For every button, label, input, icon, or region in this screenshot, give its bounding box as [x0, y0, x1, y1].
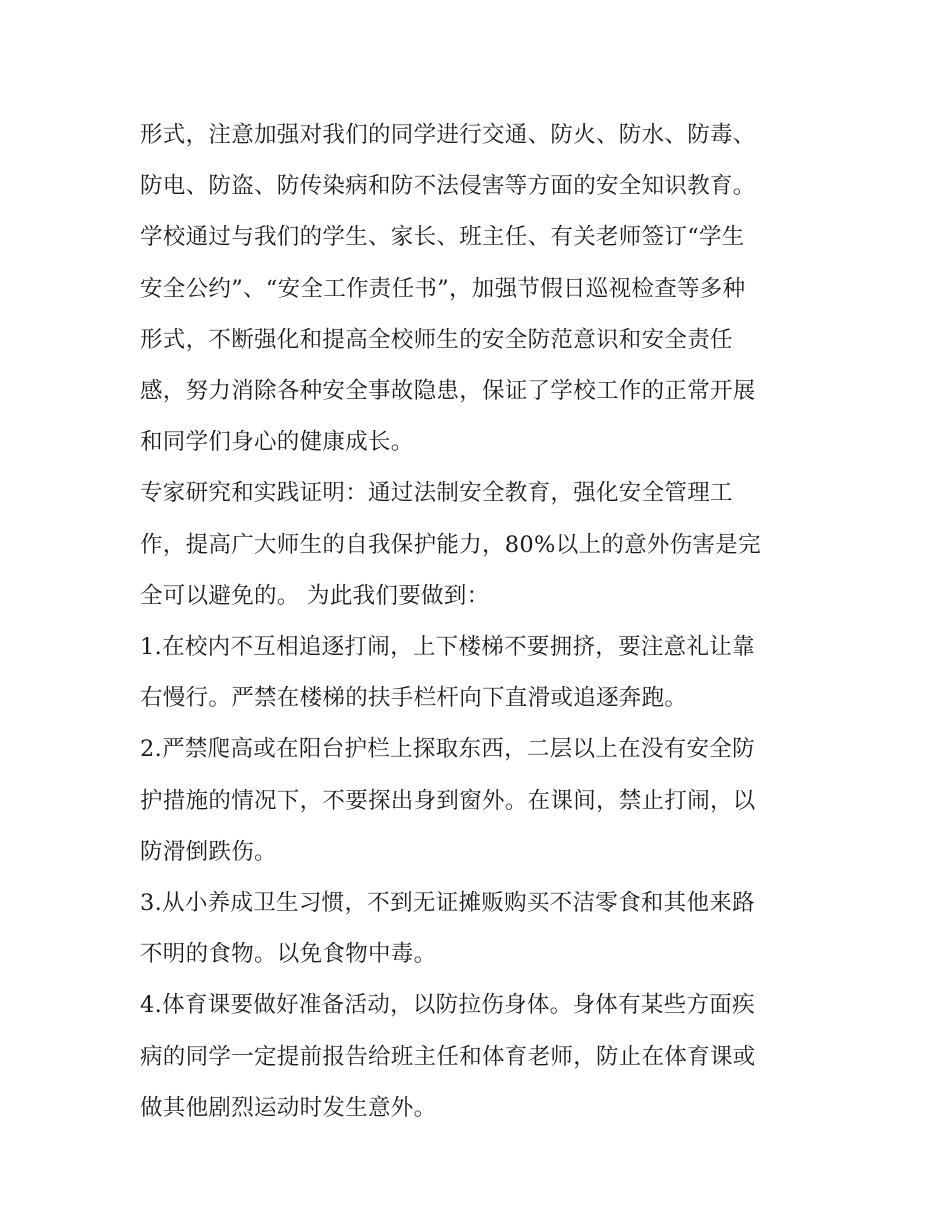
- text-line: 学校通过与我们的学生、家长、班主任、有关老师签订“学生: [140, 224, 745, 251]
- text-line: 不明的食物。以免食物中毒。: [140, 941, 437, 968]
- list-item-1: [140, 622, 812, 724]
- text-line: 作，提高广大师生的自我保护能力，80%以上的意外伤害是完: [140, 531, 761, 558]
- text-line: 全可以避免的。 为此我们要做到：: [140, 582, 490, 609]
- list-item-3: [140, 878, 812, 980]
- text-line: 做其他剧烈运动时发生意外。: [140, 1094, 437, 1121]
- paragraph-safety-education: [140, 110, 812, 468]
- text-line: 3.从小养成卫生习惯，不到无证摊贩购买不洁零食和其他来路: [140, 890, 755, 917]
- document-body: [140, 110, 812, 1134]
- paragraph-expert-research: [140, 468, 812, 622]
- text-line: 形式，不断强化和提高全校师生的安全防范意识和安全责任: [140, 326, 733, 353]
- text-line: 防滑倒跌伤。: [140, 838, 277, 865]
- list-item-4: [140, 980, 812, 1134]
- text-line: 安全公约”、“安全工作责任书”，加强节假日巡视检查等多种: [140, 275, 746, 302]
- text-line: 防电、防盗、防传染病和防不法侵害等方面的安全知识教育。: [140, 173, 756, 200]
- text-line: 右慢行。严禁在楼梯的扶手栏杆向下直滑或追逐奔跑。: [140, 685, 688, 712]
- text-line: 和同学们身心的健康成长。: [140, 429, 414, 456]
- text-line: 1.在校内不互相追逐打闹，上下楼梯不要拥挤，要注意礼让靠: [140, 634, 755, 661]
- text-line: 护措施的情况下，不要探出身到窗外。在课间，禁止打闹，以: [140, 787, 756, 814]
- text-line: 2.严禁爬高或在阳台护栏上探取东西，二层以上在没有安全防: [140, 736, 755, 763]
- text-line: 病的同学一定提前报告给班主任和体育老师，防止在体育课或: [140, 1043, 756, 1070]
- text-line: 形式，注意加强对我们的同学进行交通、防火、防水、防毒、: [140, 122, 756, 148]
- text-line: 专家研究和实践证明：通过法制安全教育，强化安全管理工: [140, 480, 733, 507]
- list-item-2: [140, 724, 812, 878]
- text-line: 感，努力消除各种安全事故隐患，保证了学校工作的正常开展: [140, 378, 756, 405]
- text-line: 4.体育课要做好准备活动，以防拉伤身体。身体有某些方面疾: [140, 992, 755, 1019]
